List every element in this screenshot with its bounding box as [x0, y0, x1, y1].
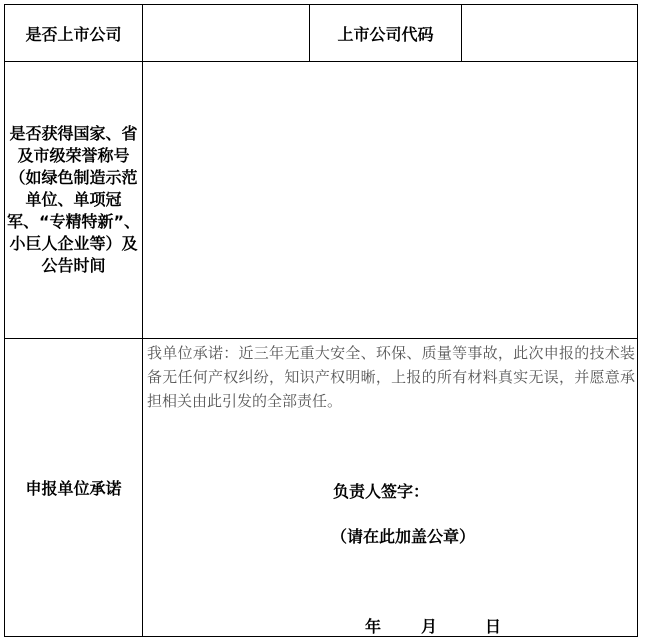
listed-company-input[interactable] — [143, 5, 310, 62]
day-label: 日 — [485, 617, 502, 636]
pledge-label: 申报单位承诺 — [5, 339, 143, 637]
pledge-statement: 我单位承诺：近三年无重大安全、环保、质量等事故，此次申报的技术装备无任何产权纠纷，知识产权明晰，上报的所有材料真实无误，并愿意承担相关由此引发的全部责任。 — [147, 344, 635, 410]
honor-input[interactable] — [143, 62, 638, 339]
signature-label: 负责人签字： — [333, 482, 430, 501]
stock-code-input[interactable] — [462, 5, 638, 62]
stock-code-label: 上市公司代码 — [310, 5, 462, 62]
month-label: 月 — [421, 617, 438, 636]
official-seal-note: （请在此加盖公章） — [331, 527, 476, 546]
pledge-row — [5, 339, 638, 637]
application-form-table — [4, 4, 638, 637]
pledge-cell — [143, 339, 638, 637]
honor-row — [5, 62, 638, 339]
honor-title-label: 是否获得国家、省及市级荣誉称号（如绿色制造示范单位、单项冠军、“专精特新”、小巨人企业等）及公告时间 — [5, 62, 143, 339]
listed-company-label: 是否上市公司 — [5, 5, 143, 62]
listed-company-row — [5, 5, 638, 62]
year-label: 年 — [365, 617, 382, 636]
date-line — [365, 614, 501, 637]
